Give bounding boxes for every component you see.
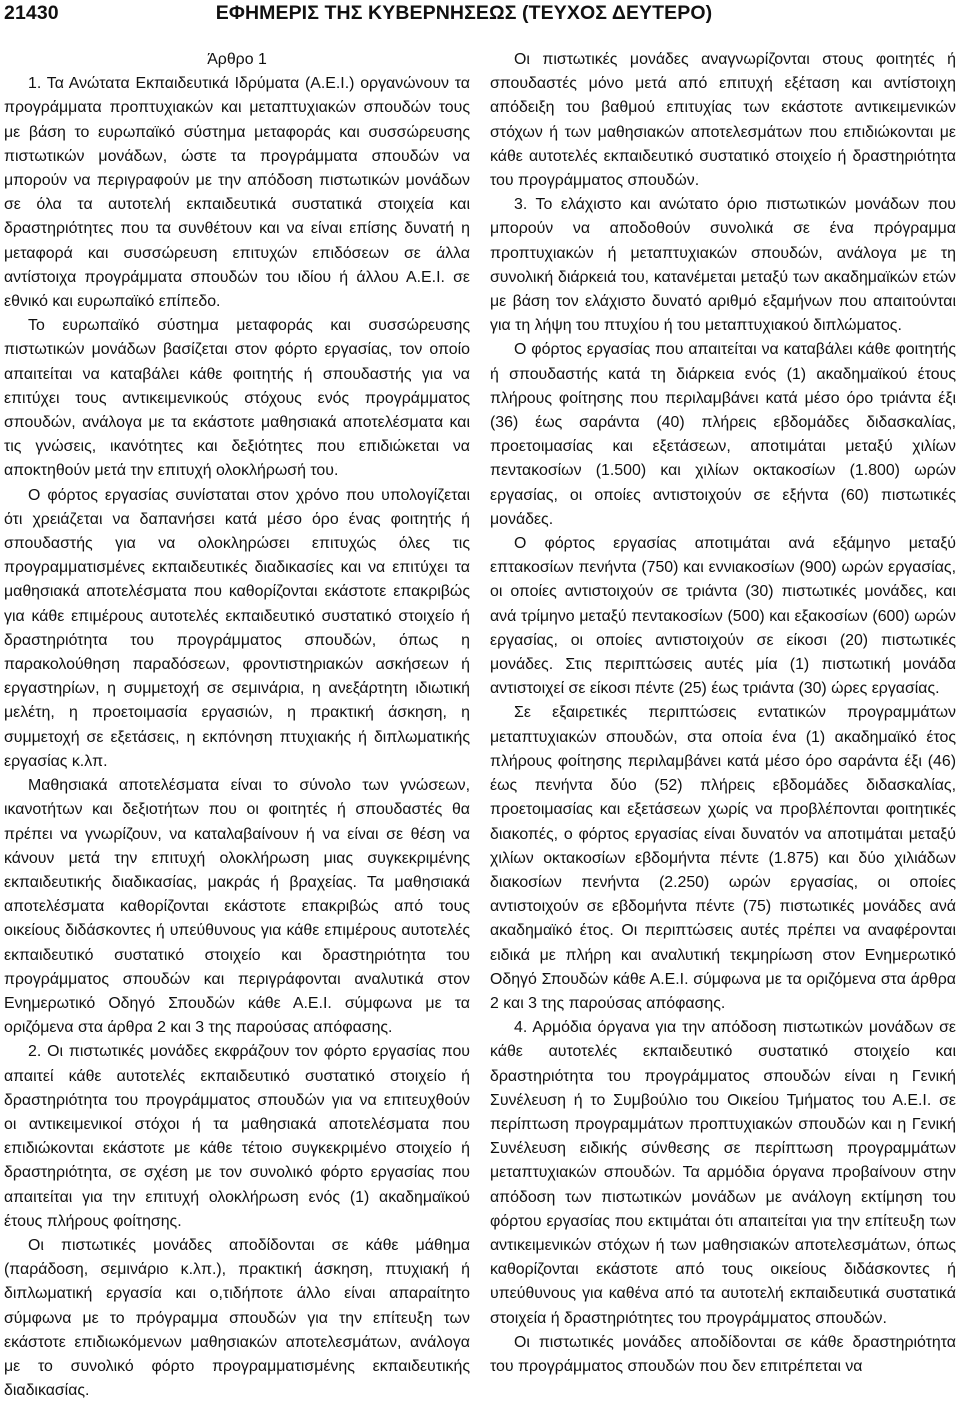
right-column bbox=[490, 48, 956, 1403]
page-number: 21430 bbox=[4, 2, 59, 24]
paragraph: Οι πιστωτικές μονάδες αναγνωρίζονται στους φοιτητές ή σπουδαστές μόνο μετά από επιτυχή εξέταση και αντίστοιχη απόδειξη του βαθμού επιτυχίας των εκάστοτε αντικειμενικών στόχων ή των μαθησιακών αποτελεσμάτων που επιδιώκονται με κάθε αυτοτελές εκπαιδευτικό συστατικό στοιχείο ή δραστηριότητα του προγράμματος σπουδών. bbox=[490, 51, 956, 190]
paragraph: Οι πιστωτικές μονάδες αποδίδονται σε κάθε δραστηριότητα του προγράμματος σπουδών που δεν επιτρέπεται να bbox=[490, 1333, 956, 1375]
left-column bbox=[4, 48, 470, 1403]
article-heading: Άρθρο 1 bbox=[207, 51, 267, 68]
gazette-title: ΕΦΗΜΕΡΙΣ ΤΗΣ ΚΥΒΕΡΝΗΣΕΩΣ (ΤΕΥΧΟΣ ΔΕΥΤΕΡΟ) bbox=[215, 2, 713, 24]
paragraph: 1. Τα Ανώτατα Εκπαιδευτικά Ιδρύματα (Α.Ε.Ι.) οργανώνουν τα προγράμματα προπτυχιακών και μεταπτυχιακών σπουδών τους με βάση το ευρωπαϊκό σύστημα μεταφοράς και συσσώρευσης πιστωτικών μονάδων, ώστε τα προγράμματα σπουδών να μπορούν να περιγραφούν με την απόδοση πιστωτικών μονάδων σε όλα τα αυτοτελή εκπαιδευτικά συστατικά στοιχεία και δραστηριότητες που τα συνθέτουν και να είναι επίσης δυνατή η μεταφορά και συσσώρευση επιτυχών επιδόσεων σε άλλα αντίστοιχα προγράμματα σπουδών του ιδίου ή άλλου Α.Ε.Ι. σε εθνικό και ευρωπαϊκό επίπεδο. bbox=[4, 75, 470, 311]
paragraph: Το ευρωπαϊκό σύστημα μεταφοράς και συσσώρευσης πιστωτικών μονάδων βασίζεται στον φόρτο εργασίας, τον οποίο απαιτείται να καταβάλει κάθε φοιτητής ή σπουδαστής για να επιτύχει τους αντικειμενικούς στόχους ενός προγράμματος σπουδών, ανάλογα με τα εκάστοτε μαθησιακά αποτελέσματα και τις γνώσεις, ικανότητες και δεξιότητες που επιδιώκεται να αποκτηθούν μετά την επιτυχή ολοκλήρωσή του. bbox=[4, 317, 470, 480]
page-header bbox=[4, 2, 956, 28]
paragraph: Μαθησιακά αποτελέσματα είναι το σύνολο των γνώσεων, ικανοτήτων και δεξιοτήτων που οι φοιτητές ή σπουδαστές θα πρέπει να γνωρίζουν, να καταλαβαίνουν ή να είναι σε θέση να κάνουν μετά την επιτυχή ολοκλήρωση μιας συγκεκριμένης εκπαιδευτικής διαδικασίας, μακράς ή βραχείας. Τα μαθησιακά αποτελέσματα καθορίζονται εκάστοτε επακριβώς από τους οικείους διδάσκοντες ή υπεύθυνους για κάθε επιμέρους αυτοτελές εκπαιδευτικό συστατικό στοιχείο και δραστηριότητα του προγράμματος σπουδών και περιγράφονται αναλυτικά στον Ενημερωτικό Οδηγό Σπουδών κάθε Α.Ε.Ι. σύμφωνα με τα οριζόμενα στα άρθρα 2 και 3 της παρούσας απόφασης. bbox=[4, 777, 470, 1037]
paragraph: Ο φόρτος εργασίας που απαιτείται να καταβάλει κάθε φοιτητής ή σπουδαστής κατά τη διάρκεια ενός (1) ακαδημαϊκού έτους πλήρους φοίτησης που περιλαμβάνει κατά μέσο όρο τριάντα έξι (36) έως σαράντα (40) πλήρεις εβδομάδες διδασκαλίας, προετοιμασίας και εξετάσεων, αποτιμάται μεταξύ χιλίων πεντακοσίων (1.500) και χιλίων οκτακοσίων (1.800) ωρών εργασίας, οι οποίες αντιστοιχούν σε εξήντα (60) πιστωτικές μονάδες. bbox=[490, 341, 956, 528]
paragraph: 2. Οι πιστωτικές μονάδες εκφράζουν τον φόρτο εργασίας που απαιτεί κάθε αυτοτελές εκπαιδευτικό συστατικό στοιχείο ή δραστηριότητα του προγράμματος σπουδών για να επιτευχθούν οι αντικειμενικοί στόχοι ή τα μαθησιακά αποτελέσματα που επιδιώκονται εκάστοτε με κάθε τέτοιο συγκεκριμένο στοιχείο ή δραστηριότητα, σε σχέση με τον συνολικό φόρτο εργασίας που απαιτείται για την επιτυχή ολοκλήρωση ενός (1) ακαδημαϊκού έτους πλήρους φοίτησης. bbox=[4, 1043, 470, 1230]
paragraph: Ο φόρτος εργασίας συνίσταται στον χρόνο που υπολογίζεται ότι χρειάζεται να δαπανήσει κατά μέσο όρο ένας φοιτητής ή σπουδαστής για να ολοκληρώσει επιτυχώς όλες τις προγραμματισμένες εκπαιδευτικές διαδικασίες και να επιτύχει τα μαθησιακά αποτελέσματα που καθορίζονται εκάστοτε επακριβώς για κάθε επιμέρους αυτοτελές εκπαιδευτικό συστατικό στοιχείο ή δραστηριότητα του προγράμματος σπουδών, όπως η παρακολούθηση παραδόσεων, φροντιστηριακών ασκήσεων ή εργαστηρίων, η συμμετοχή σε σεμινάρια, η ανεξάρτητη ιδιωτική μελέτη, η προετοιμασία εργασιών, η πρακτική άσκηση, η συμμετοχή σε εξετάσεις, η εκπόνηση πτυχιακής ή διπλωματικής εργασίας κ.λπ. bbox=[4, 486, 470, 770]
paragraph: 4. Αρμόδια όργανα για την απόδοση πιστωτικών μονάδων σε κάθε αυτοτελές εκπαιδευτικό συστατικό στοιχείο και δραστηριότητα του προγράμματος σπουδών είναι η Γενική Συνέλευση ή το Συμβούλιο του Οικείου Τμήματος του Α.Ε.Ι. σε περίπτωση προγραμμάτων προπτυχιακών σπουδών και η Γενική Συνέλευση ειδικής σύνθεσης σε περίπτωση προγραμμάτων μεταπτυχιακών σπουδών. Τα αρμόδια όργανα προβαίνουν στην απόδοση των πιστωτικών μονάδων με ανάλογη εκτίμηση του φόρτου εργασίας που εκτιμάται ότι απαιτείται για την επίτευξη των αντικειμενικών στόχων ή των μαθησιακών αποτελεσμάτων, όπως καθορίζονται εκάστοτε από τους οικείους διδάσκοντες ή υπεύθυνους για καθένα από τα αυτοτελή εκπαιδευτικά συστατικά στοιχεία ή δραστηριότητες του προγράμματος σπουδών. bbox=[490, 1019, 956, 1327]
paragraph: Σε εξαιρετικές περιπτώσεις εντατικών προγραμμάτων μεταπτυχιακών σπουδών, στα οποία ένα (1) ακαδημαϊκό έτος πλήρους φοίτησης περιλαμβάνει κατά μέσο όρο σαράντα έξι (46) έως πενήντα δύο (52) πλήρεις εβδομάδες διδασκαλίας, προετοιμασίας και εξετάσεων χωρίς να προβλέπονται φοιτητικές διακοπές, ο φόρτος εργασίας είναι δυνατόν να αποτιμάται μεταξύ χιλίων οκτακοσίων εβδομήντα πέντε (1.875) και δύο χιλιάδων διακοσίων πενήντα (2.250) ωρών εργασίας, οι οποίες αντιστοιχούν σε εβδομήντα πέντε (75) πιστωτικές μονάδες ανά ακαδημαϊκό έτος. Οι περιπτώσεις αυτές πρέπει να αναφέρονται ειδικά με πλήρη και αναλυτική τεκμηρίωση στον Ενημερωτικό Οδηγό Σπουδών κάθε Α.Ε.Ι. σύμφωνα με τα οριζόμενα στα άρθρα 2 και 3 της παρούσας απόφασης. bbox=[490, 704, 956, 1012]
document-body bbox=[4, 48, 956, 1403]
paragraph: Ο φόρτος εργασίας αποτιμάται ανά εξάμηνο μεταξύ επτακοσίων πενήντα (750) και εννιακοσίων (900) ωρών εργασίας, οι οποίες αντιστοιχούν σε τριάντα (30) πιστωτικές μονάδες, και ανά τρίμηνο μεταξύ πεντακοσίων (500) και εξακοσίων (600) ωρών εργασίας, οι οποίες αντιστοιχούν σε είκοσι (20) πιστωτικές μονάδες. Στις περιπτώσεις αυτές μία (1) πιστωτική μονάδα αντιστοιχεί σε είκοσι πέντε (25) έως τριάντα (30) ώρες εργασίας. bbox=[490, 535, 956, 698]
paragraph: Οι πιστωτικές μονάδες αποδίδονται σε κάθε μάθημα (παράδοση, σεμινάριο κ.λπ.), πρακτική άσκηση, πτυχιακή ή διπλωματική εργασία και ο,τιδήποτε άλλο είναι απαραίτητο σύμφωνα με το πρόγραμμα σπουδών για την επίτευξη των εκάστοτε επιδιωκόμενων μαθησιακών αποτελεσμάτων, ανάλογα με το συνολικό φόρτο προγραμματισμένης εκπαιδευτικής διαδικασίας. bbox=[4, 1236, 470, 1400]
paragraph: 3. Το ελάχιστο και ανώτατο όριο πιστωτικών μονάδων που μπορούν να αποδοθούν συνολικά σε ένα πρόγραμμα προπτυχιακών ή μεταπτυχιακών σπουδών, ανάλογα με τη συνολική διάρκειά του, κατανέμεται μεταξύ των ακαδημαϊκών ετών με βάση τον ελάχιστο δυνατό αριθμό εξαμήνων που απαιτούνται για τη λήψη του πτυχίου ή του μεταπτυχιακού διπλώματος. bbox=[490, 196, 956, 335]
